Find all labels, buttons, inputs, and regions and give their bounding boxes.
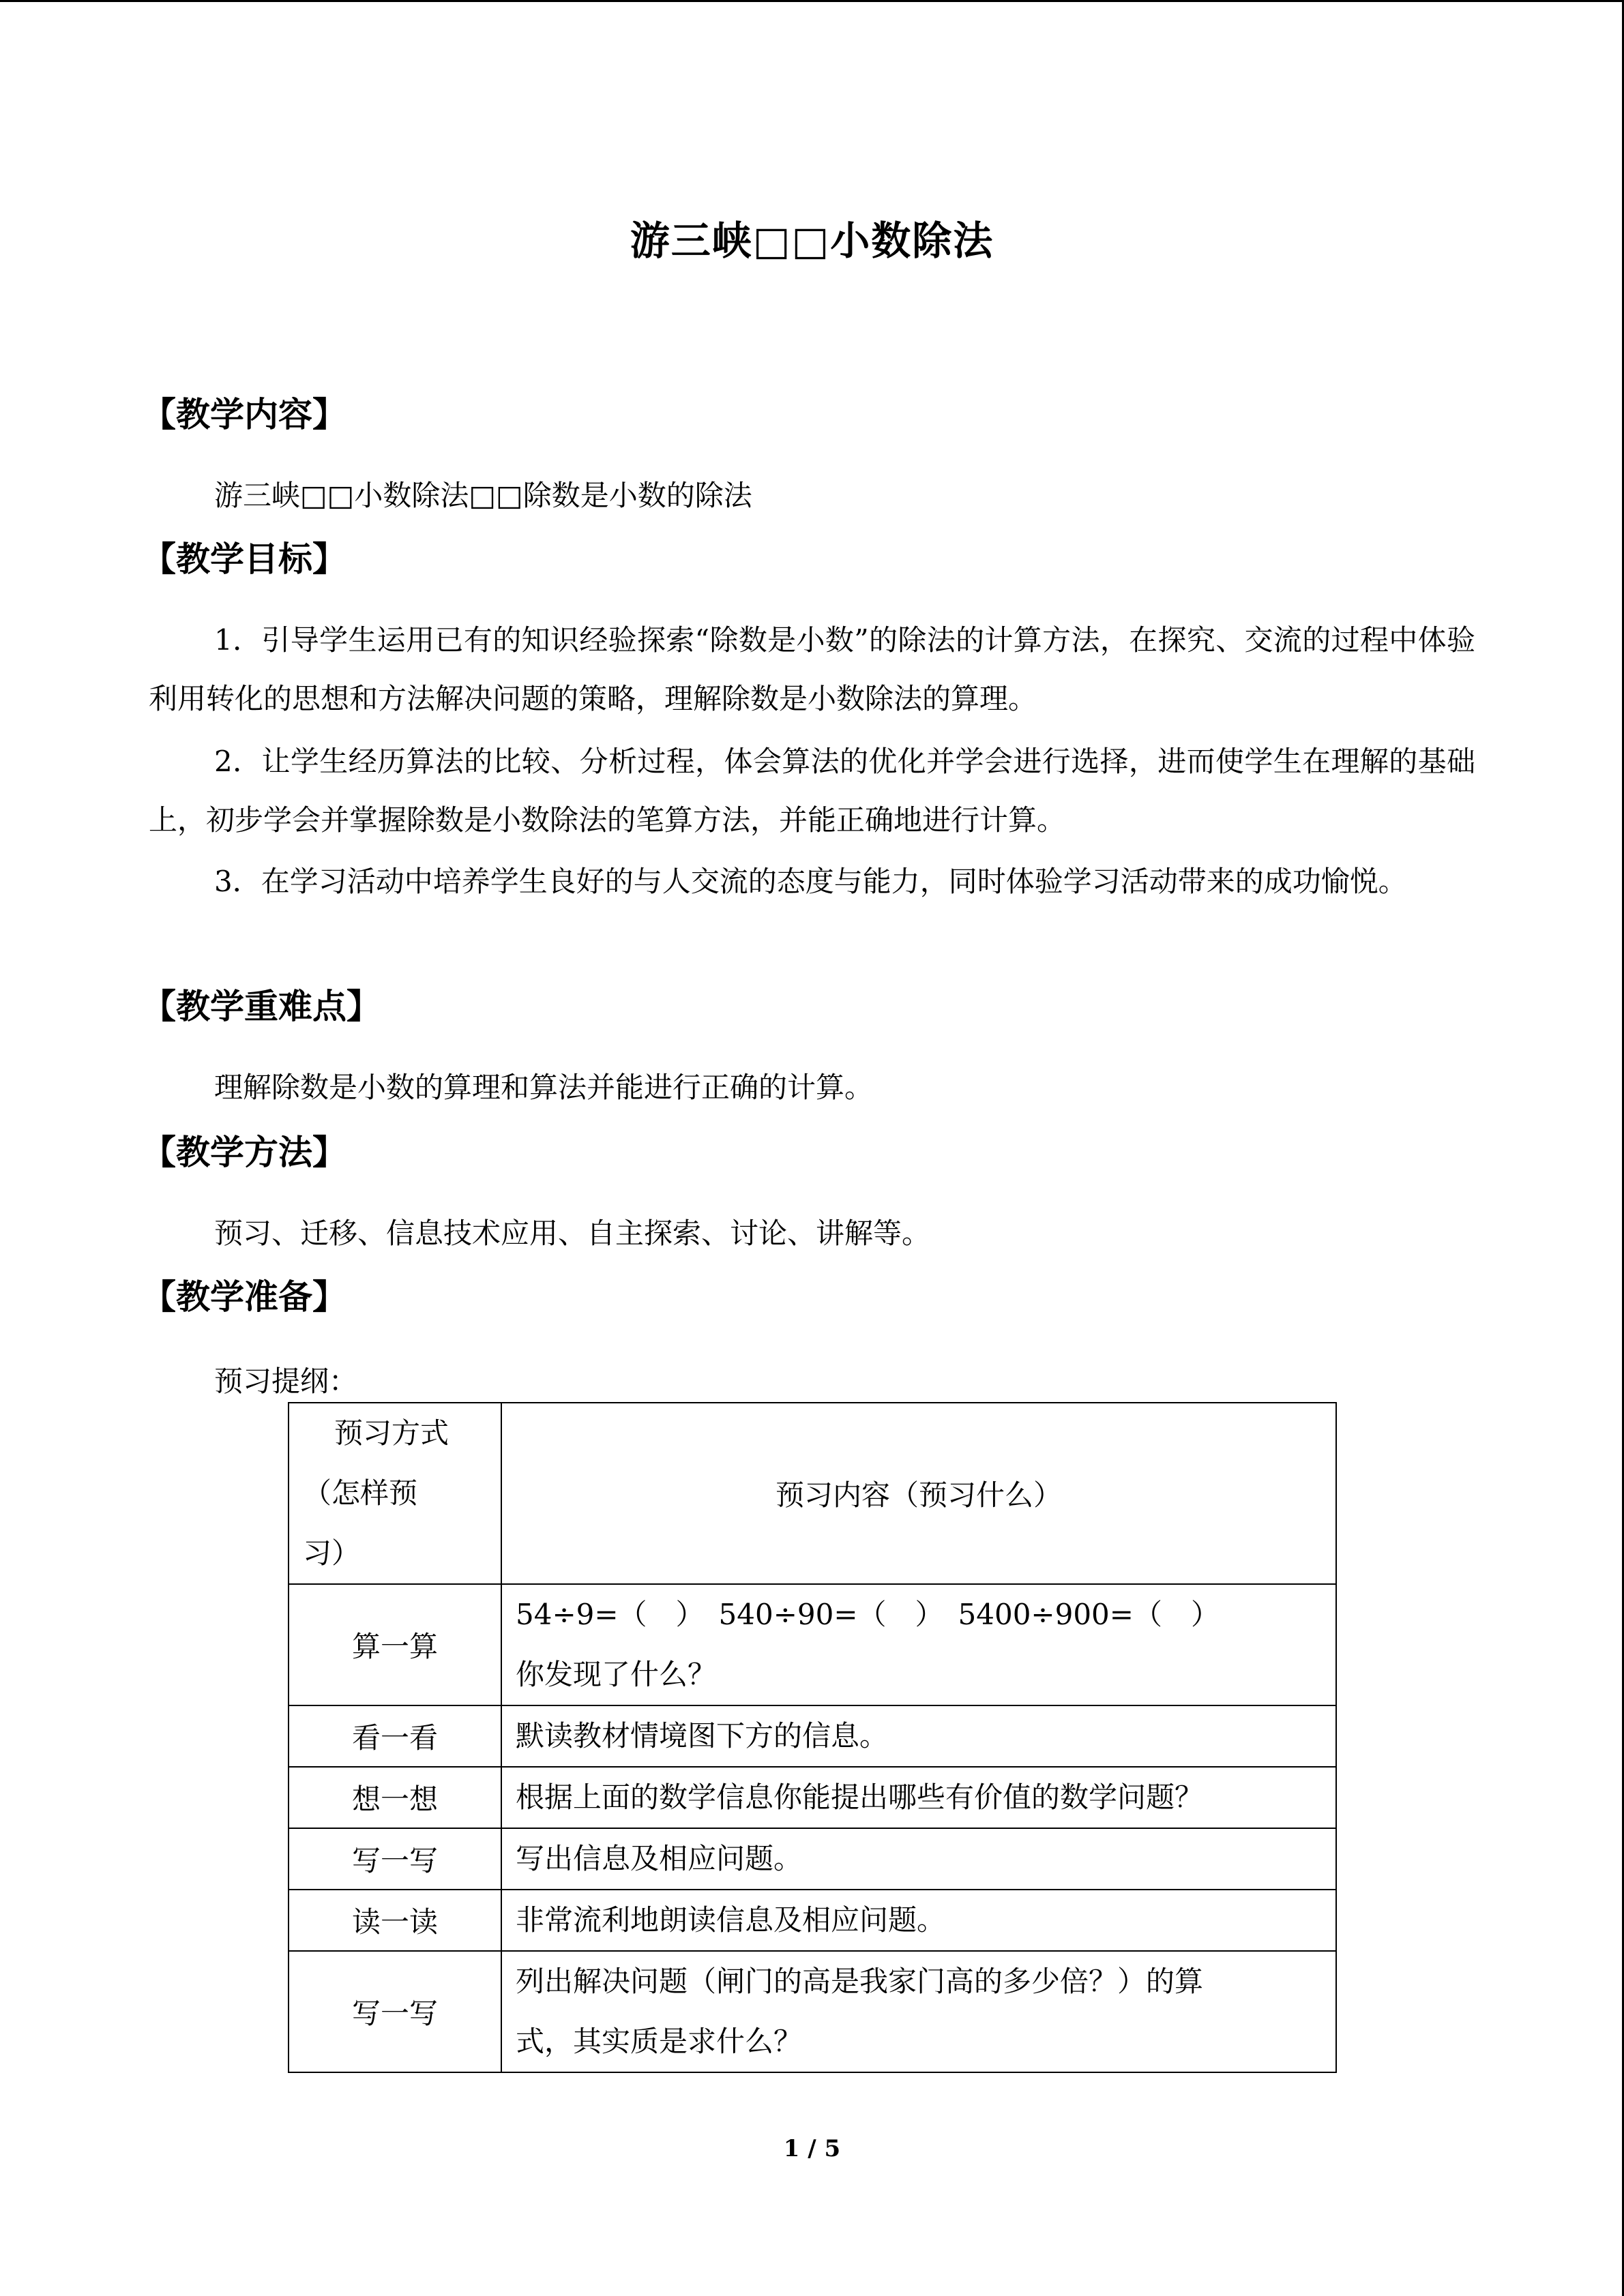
header-method-line: 习）	[303, 1536, 361, 1570]
header-preview-method	[289, 1403, 501, 1584]
heading-teaching-content: 【教学内容】	[142, 395, 346, 434]
table-row	[289, 1705, 1336, 1767]
row-content-line: 列出解决问题（闸门的高是我家门高的多少倍？）的算	[516, 1965, 1204, 1998]
row-method: 想一想	[289, 1767, 501, 1828]
preview-outline-label: 预习提纲：	[214, 1365, 358, 1398]
row-method: 读一读	[289, 1890, 501, 1951]
row-content	[501, 1584, 1336, 1705]
row-content-line: 54÷9=（ ） 540÷90=（ ） 5400÷900=（ ）	[516, 1598, 1220, 1631]
goal-item-3: 3．在学习活动中培养学生良好的与人交流的态度与能力，同时体验学习活动带来的成功愉悦。	[214, 865, 1407, 898]
page-number: 1 / 5	[783, 2135, 841, 2162]
row-content: 根据上面的数学信息你能提出哪些有价值的数学问题？	[501, 1767, 1336, 1828]
row-content: 写出信息及相应问题。	[501, 1828, 1336, 1890]
heading-teaching-methods: 【教学方法】	[142, 1133, 346, 1172]
row-content: 默读教材情境图下方的信息。	[501, 1705, 1336, 1767]
key-points-text: 理解除数是小数的算理和算法并能进行正确的计算。	[214, 1071, 874, 1104]
heading-teaching-goals: 【教学目标】	[142, 539, 346, 579]
row-content	[501, 1951, 1336, 2072]
header-preview-content: 预习内容（预习什么）	[501, 1403, 1336, 1584]
heading-key-points: 【教学重难点】	[142, 987, 381, 1026]
header-method-line: 预习方式	[334, 1416, 449, 1450]
row-method: 算一算	[289, 1584, 501, 1705]
row-method: 写一写	[289, 1951, 501, 2072]
goal-item-2: 2．让学生经历算法的比较、分析过程，体会算法的优化并学会进行选择，进而使学生在理解的基础上，初步学会并掌握除数是小数除法的笔算方法，并能正确地进行计算。	[149, 745, 1475, 837]
row-method: 写一写	[289, 1828, 501, 1890]
row-method: 看一看	[289, 1705, 501, 1767]
preview-outline-table	[288, 1402, 1337, 2073]
table-header-row	[289, 1403, 1336, 1584]
goal-item-1: 1．引导学生运用已有的知识经验探索“除数是小数”的除法的计算方法，在探究、交流的过程中体验利用转化的思想和方法解决问题的策略，理解除数是小数除法的算理。	[149, 623, 1475, 715]
teaching-content-text: 游三峡□□小数除法□□除数是小数的除法	[214, 479, 752, 512]
page-border-top	[0, 0, 1624, 2]
row-content-line: 你发现了什么？	[516, 1658, 717, 1691]
heading-teaching-preparation: 【教学准备】	[142, 1277, 346, 1317]
header-method-line: （怎样预	[303, 1476, 418, 1510]
table-row	[289, 1951, 1336, 2072]
table-row	[289, 1584, 1336, 1705]
row-content-line: 式，其实质是求什么？	[516, 2025, 803, 2058]
teaching-methods-text: 预习、迁移、信息技术应用、自主探索、讨论、讲解等。	[214, 1217, 931, 1250]
document-title: 游三峡□□小数除法	[630, 218, 994, 264]
table-row	[289, 1767, 1336, 1828]
table-row	[289, 1890, 1336, 1951]
table-row	[289, 1828, 1336, 1890]
row-content: 非常流利地朗读信息及相应问题。	[501, 1890, 1336, 1951]
